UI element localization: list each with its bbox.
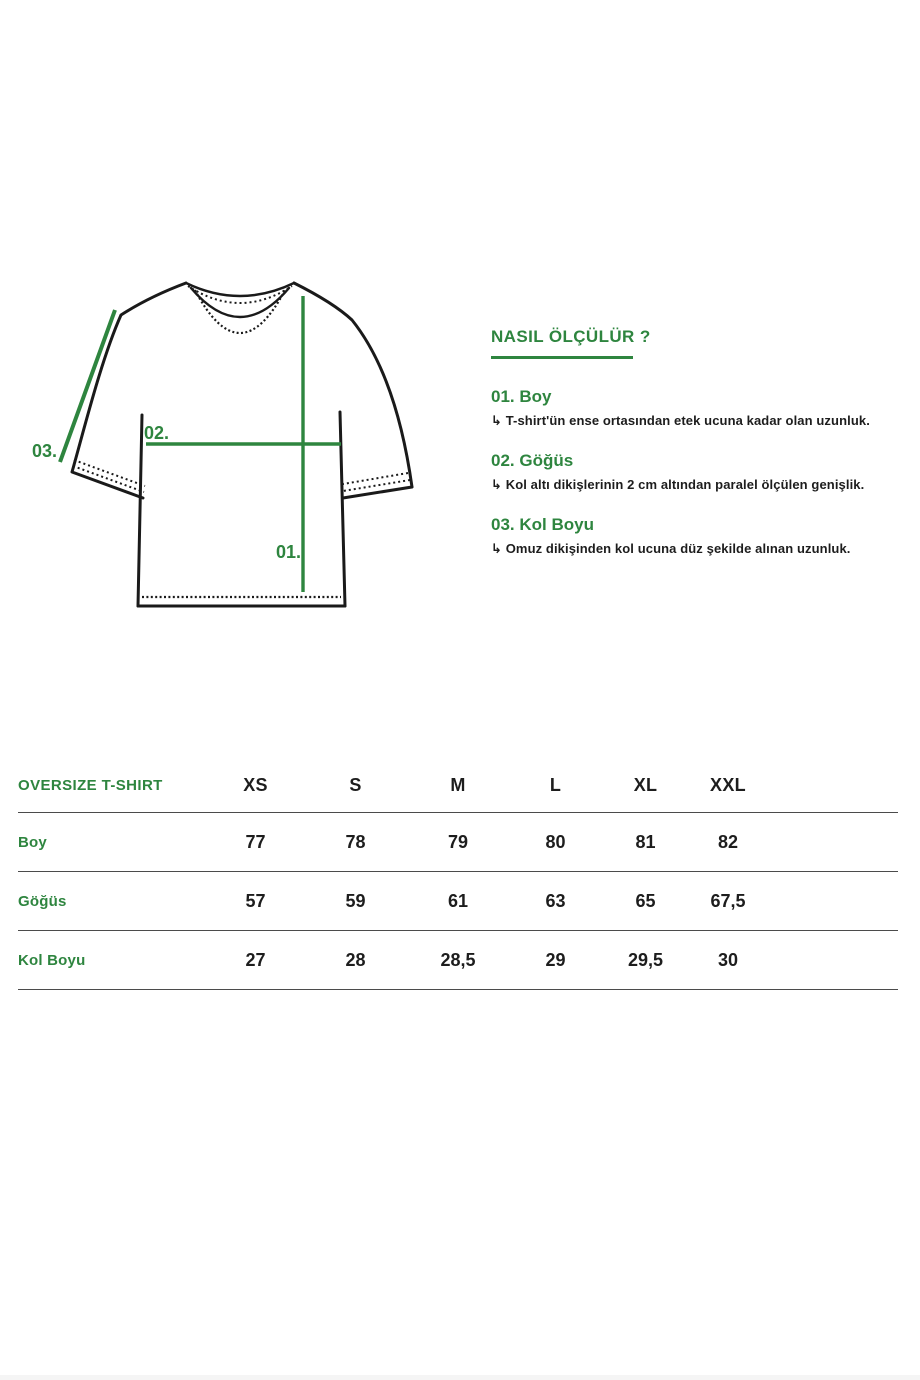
table-header-row <box>18 759 898 813</box>
table-row-sleeve <box>18 931 898 990</box>
value-chest-s: 59 <box>345 890 366 911</box>
column-header-xl: XL <box>633 775 658 795</box>
section-description-chest: ↳ Kol altı dikişlerinin 2 cm altından paralel ölçülen genişlik. <box>491 477 865 492</box>
value-chest-xs: 57 <box>245 890 266 911</box>
value-chest-m: 61 <box>447 890 469 911</box>
section-description-sleeve: ↳ Omuz dikişinden kol ucuna düz şekilde alınan uzunluk. <box>491 541 851 556</box>
value-chest-l: 63 <box>545 890 566 911</box>
how-to-measure-section <box>491 327 911 557</box>
value-chest-xxl: 67,5 <box>710 890 746 911</box>
tshirt-stitching <box>73 460 410 597</box>
section-heading-length: 01. Boy <box>491 387 552 406</box>
value-chest-xl: 65 <box>635 890 656 911</box>
value-sleeve-l: 29 <box>545 949 566 970</box>
tshirt-measurement-diagram <box>0 250 460 630</box>
table-row-length <box>18 813 898 872</box>
measure-label-length: 01. <box>275 542 301 562</box>
column-header-m: M <box>450 775 466 795</box>
value-length-xl: 81 <box>635 831 656 852</box>
section-heading-chest: 02. Göğüs <box>491 451 574 470</box>
how-to-measure-title: NASIL ÖLÇÜLÜR ? <box>491 327 651 346</box>
value-sleeve-m: 28,5 <box>440 949 476 970</box>
value-sleeve-xs: 27 <box>245 949 266 970</box>
value-sleeve-s: 28 <box>345 949 366 970</box>
column-header-l: L <box>549 775 562 795</box>
bottom-edge-strip <box>0 1375 920 1380</box>
value-length-xxl: 82 <box>717 831 739 852</box>
tshirt-collar <box>186 283 294 333</box>
row-label-chest: Göğüs <box>18 892 67 910</box>
value-sleeve-xxl: 30 <box>717 949 739 970</box>
size-table <box>18 759 898 990</box>
measure-label-chest: 02. <box>144 423 170 443</box>
section-description-length: ↳ T-shirt'ün ense ortasından etek ucuna kadar olan uzunluk. <box>491 413 870 428</box>
measure-line-sleeve <box>60 310 115 462</box>
value-length-l: 80 <box>545 831 566 852</box>
tshirt-diagram-svg <box>0 250 460 630</box>
value-length-xs: 77 <box>245 831 266 852</box>
title-underline <box>491 356 633 359</box>
column-header-xxl: XXL <box>710 775 746 795</box>
column-header-xs: XS <box>243 775 268 795</box>
column-header-s: S <box>349 775 362 795</box>
section-heading-sleeve: 03. Kol Boyu <box>491 515 594 534</box>
value-length-s: 78 <box>345 831 366 852</box>
value-length-m: 79 <box>447 831 469 852</box>
row-label-sleeve: Kol Boyu <box>18 951 86 969</box>
table-row-chest <box>18 872 898 931</box>
product-label: OVERSIZE T-SHIRT <box>18 777 163 794</box>
measure-label-sleeve: 03. <box>32 441 58 461</box>
row-label-length: Boy <box>18 833 47 851</box>
value-sleeve-xl: 29,5 <box>627 949 664 970</box>
